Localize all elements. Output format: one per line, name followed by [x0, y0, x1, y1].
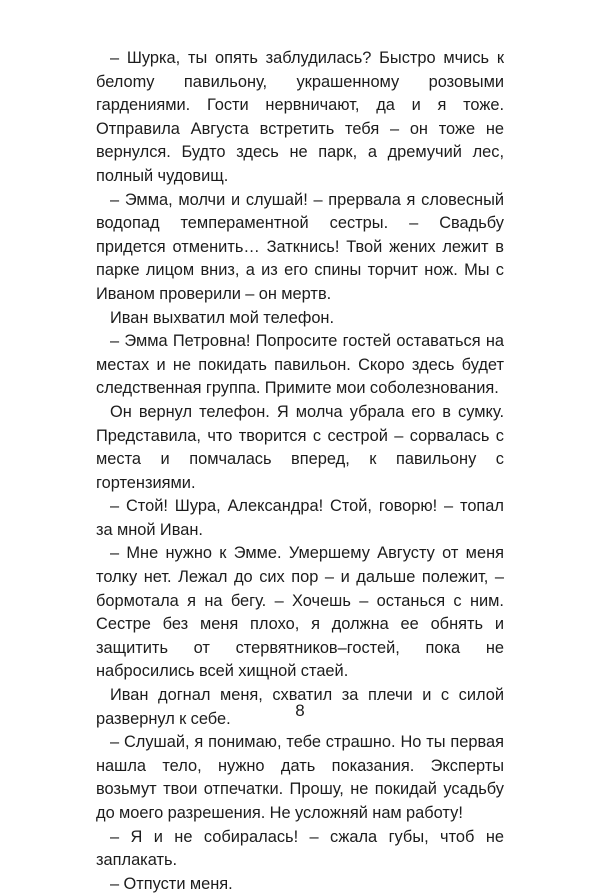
- paragraph: – Стой! Шура, Александра! Стой, говорю! – топал за мной Иван.: [96, 497, 504, 539]
- paragraph: Иван выхватил мой телефон.: [110, 308, 335, 327]
- page-body: [96, 47, 504, 896]
- paragraph: – Эмма, молчи и слушай! – прервала я словесный водопад темпераментной сестры. – Свадьбу придется отменить… Заткнись! Твой жених лежит в парке лицом вниз, а из его спины торчит нож. Мы с Иваном проверили – он мертв.: [96, 190, 504, 303]
- paragraph: – Слушай, я понимаю, тебе страшно. Но ты первая нашла тело, нужно дать показания. Эксперты возьмут твои отпечатки. Прошу, не покидай усадьбу до моего разрешения. Не усложняй нам работу!: [96, 733, 504, 822]
- paragraph: – Я и не собиралась! – сжала губы, чтоб не заплакать.: [96, 827, 504, 870]
- page-number: 8: [295, 701, 305, 720]
- paragraph: – Отпусти меня.: [110, 874, 233, 893]
- paragraph: – Шурка, ты опять заблудилась? Быстро мчись к белоmу павильону, украшенному розовыми гардениями. Гости нервничают, да и я тоже. Отправила Августа встретить тебя – он тоже не вернулся. Будто здесь не парк, а дремучий лес, полный чудовищ.: [96, 49, 504, 185]
- paragraph: – Мне нужно к Эмме. Умершему Августу от меня толку нет. Лежал до сих пор – и дальше полежит, – бормотала я на бегу. – Хочешь – останься с ним. Сестре без меня плохо, я должна ее обнять и защитить от стервятников–гостей, пока не набросились всей хищной стаей.: [96, 544, 504, 681]
- paragraph: Иван догнал меня, схватил за плечи и с силой развернул к себе.: [96, 686, 504, 728]
- paragraph: Он вернул телефон. Я молча убрала его в сумку. Представила, что творится с сестрой – сорвалась с места и помчалась вперед, к павильону с гортензиями.: [96, 402, 504, 492]
- text-flow: [96, 47, 504, 896]
- paragraph: – Эмма Петровна! Попросите гостей оставаться на местах и не покидать павильон. Скоро здесь будет следственная группа. Примите мои соболезнования.: [96, 332, 504, 398]
